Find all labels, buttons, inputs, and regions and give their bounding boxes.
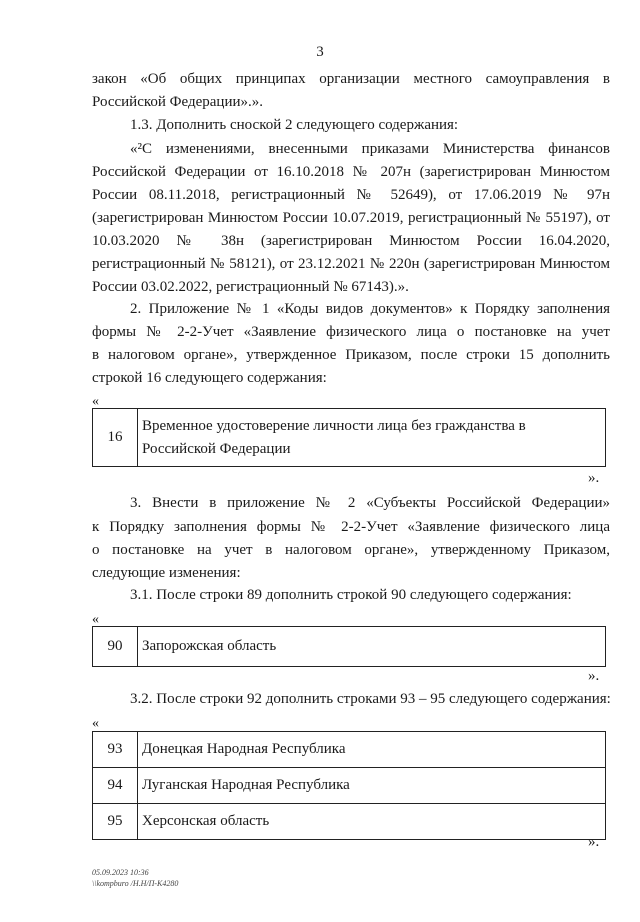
regions-table-2 bbox=[92, 731, 606, 840]
text-line: формы № 2-2-Учет «Заявление физического лица о постановке на учет bbox=[92, 324, 610, 340]
row-code: 95 bbox=[93, 804, 138, 840]
quote-close: ». bbox=[588, 834, 600, 850]
text-line: (зарегистрирован Минюстом России 10.07.2019, регистрационный № 55197), от bbox=[92, 210, 610, 226]
text-line: Российской Федерации от 16.10.2018 № 207н (зарегистрирован Минюстом bbox=[92, 164, 610, 180]
text-line: о постановке на учет в налоговом органе», утвержденному Приказом, bbox=[92, 542, 610, 558]
text-line: 1.3. Дополнить сноской 2 следующего содержания: bbox=[130, 117, 459, 133]
row-text: Запорожская область bbox=[138, 627, 606, 667]
quote-close: ». bbox=[588, 470, 600, 486]
row-text: Херсонская область bbox=[138, 804, 606, 840]
page-number: 3 bbox=[316, 44, 324, 60]
table-row bbox=[93, 409, 606, 467]
text-line: регистрационный № 58121), от 23.12.2021 № 220н (зарегистрирован Минюстом bbox=[92, 256, 610, 272]
text-line: Российской Федерации».». bbox=[92, 94, 264, 110]
quote-open: « bbox=[92, 394, 99, 409]
quote-open: « bbox=[92, 716, 99, 731]
text-line: «²С изменениями, внесенными приказами Министерства финансов bbox=[130, 141, 610, 157]
text-line: 2. Приложение № 1 «Коды видов документов» к Порядку заполнения bbox=[130, 301, 610, 317]
text-line: 10.03.2020 № 38н (зарегистрирован Минюстом России 16.04.2020, bbox=[92, 233, 610, 249]
text-line: 3. Внести в приложение № 2 «Субъекты Российской Федерации» bbox=[130, 495, 610, 511]
row-code: 94 bbox=[93, 768, 138, 804]
footer-timestamp: 05.09.2023 10:36 bbox=[92, 868, 149, 877]
text-line: России 08.11.2018, регистрационный № 52649), от 17.06.2019 № 97н bbox=[92, 187, 610, 203]
row-text-line: Временное удостоверение личности лица без гражданства в bbox=[142, 417, 526, 434]
row-text: Луганская Народная Республика bbox=[138, 768, 606, 804]
row-text-line: Российской Федерации bbox=[142, 440, 291, 457]
table-row bbox=[93, 732, 606, 768]
quote-close: ». bbox=[588, 668, 600, 684]
text-line: закон «Об общих принципах организации местного самоуправления в bbox=[92, 71, 610, 87]
text-line: в налоговом органе», утвержденное Приказом, после строки 15 дополнить bbox=[92, 347, 610, 363]
table-row bbox=[93, 768, 606, 804]
row-code: 90 bbox=[93, 627, 138, 667]
row-code: 16 bbox=[93, 409, 138, 467]
table-row bbox=[93, 627, 606, 667]
quote-open: « bbox=[92, 612, 99, 627]
regions-table-1 bbox=[92, 626, 606, 667]
document-codes-table bbox=[92, 408, 606, 467]
text-line: 3.1. После строки 89 дополнить строкой 90 следующего содержания: bbox=[130, 587, 572, 603]
table-row bbox=[93, 804, 606, 840]
footer-file-path: \\kompburo /Н.Н/П-К4280 bbox=[92, 879, 179, 888]
text-line: строкой 16 следующего содержания: bbox=[92, 370, 327, 386]
text-line: к Порядку заполнения формы № 2-2-Учет «Заявление физического лица bbox=[92, 519, 610, 535]
row-text bbox=[138, 409, 606, 467]
text-line: следующие изменения: bbox=[92, 565, 241, 581]
row-text: Донецкая Народная Республика bbox=[138, 732, 606, 768]
text-line: России 03.02.2022, регистрационный № 67143).». bbox=[92, 279, 409, 295]
row-code: 93 bbox=[93, 732, 138, 768]
text-line: 3.2. После строки 92 дополнить строками 93 – 95 следующего содержания: bbox=[130, 691, 611, 707]
